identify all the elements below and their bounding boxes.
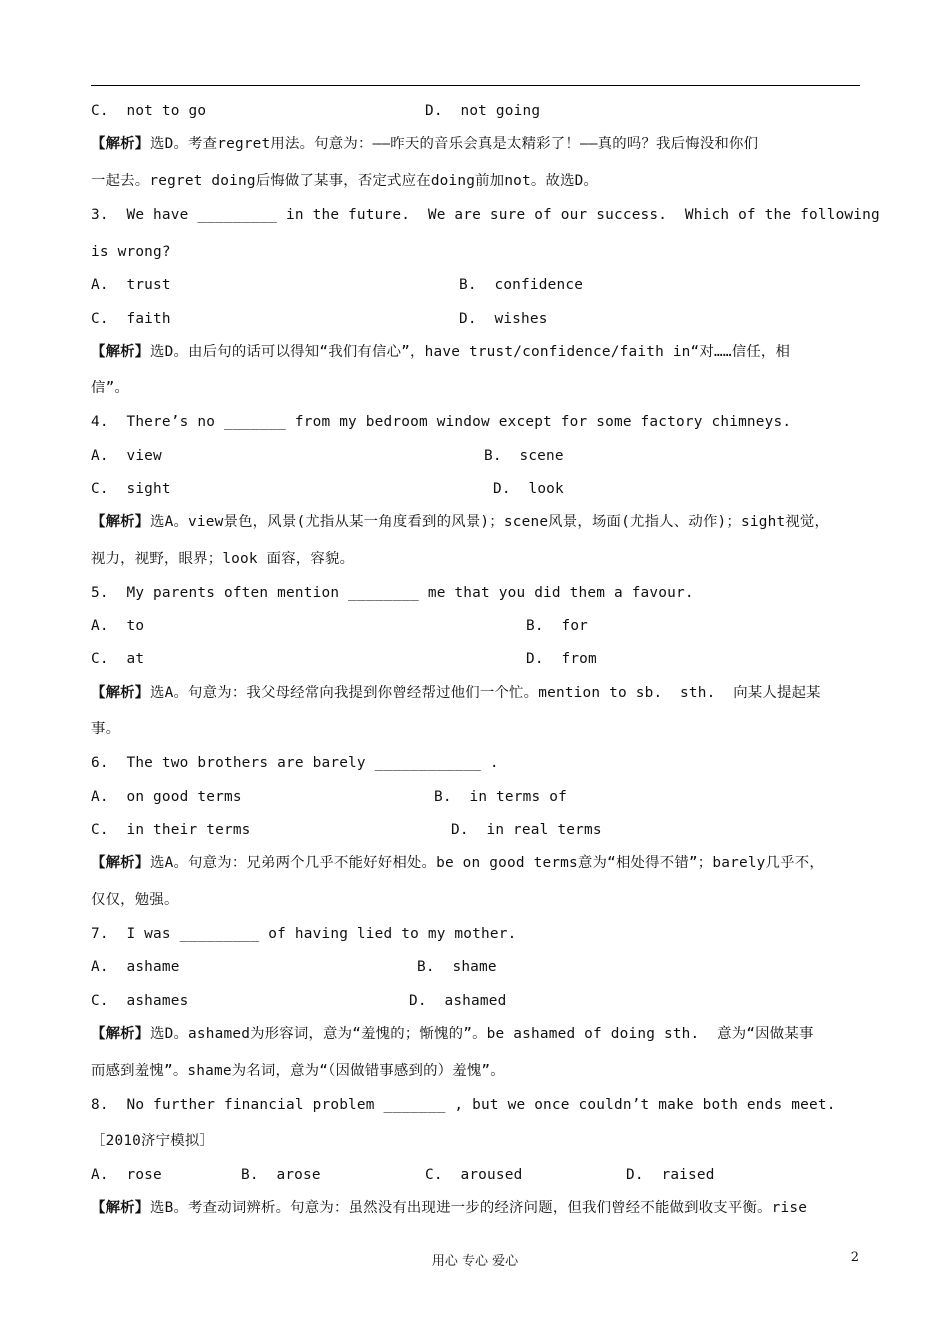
text-line: D. ashamed xyxy=(409,993,507,1009)
text-line: 而感到羞愧”。shame为名词，意为“（因做错事感到的）羞愧”。 xyxy=(91,1063,505,1079)
analysis-label: 【解析】 xyxy=(91,514,150,530)
text-line: 7. I was _________ of having lied to my mother. xyxy=(91,926,517,942)
text-line: 一起去。regret doing后悔做了某事，否定式应在doing前加not。故选D。 xyxy=(91,173,599,189)
analysis-label: 【解析】 xyxy=(91,1200,150,1216)
page-number: 2 xyxy=(850,1250,859,1265)
analysis-label: 【解析】 xyxy=(91,855,150,871)
text-line: D. not going xyxy=(425,103,541,119)
text-line: 4. There’s no _______ from my bedroom window except for some factory chimneys. xyxy=(91,414,792,430)
text-line: 视力，视野，眼界；look 面容，容貌。 xyxy=(91,551,355,567)
text-line: 3. We have _________ in the future. We are sure of our success. Which of the following xyxy=(91,207,880,223)
text-line: 6. The two brothers are barely ____________ . xyxy=(91,755,499,771)
text-line: C. ashames xyxy=(91,993,189,1009)
analysis-label: 【解析】 xyxy=(91,136,150,152)
text-line: ［2010济宁模拟］ xyxy=(91,1133,214,1149)
text-line: D. in real terms xyxy=(451,822,602,838)
text-line: 选D。ashamed为形容词，意为“羞愧的；惭愧的”。be ashamed of doing sth. 意为“因做某事 xyxy=(150,1026,814,1042)
text-line: C. sight xyxy=(91,481,171,497)
text-line: A. ashame xyxy=(91,959,180,975)
footer-slogan: 用心 专心 爱心 xyxy=(431,1254,519,1269)
text-line: 选A。句意为：我父母经常向我提到你曾经帮过他们一个忙。mention to sb. sth. 向某人提起某 xyxy=(150,685,821,701)
text-line: B. confidence xyxy=(459,277,584,293)
text-line: 选B。考查动词辨析。句意为：虽然没有出现进一步的经济问题，但我们曾经不能做到收支平衡。rise xyxy=(150,1200,808,1216)
text-line: B. shame xyxy=(417,959,497,975)
text-line: D. from xyxy=(526,651,597,667)
text-line: D. raised xyxy=(626,1167,715,1183)
text-line: A. trust xyxy=(91,277,171,293)
text-line: D. look xyxy=(493,481,564,497)
text-line: 事。 xyxy=(91,721,121,737)
text-line: 选D。考查regret用法。句意为：——昨天的音乐会真是太精彩了！——真的吗？我后悔没和你们 xyxy=(150,136,759,152)
text-line: C. at xyxy=(91,651,145,667)
text-line: C. aroused xyxy=(425,1167,523,1183)
header-rule xyxy=(91,85,860,86)
text-line: B. in terms of xyxy=(434,789,567,805)
text-line: 5. My parents often mention ________ me that you did them a favour. xyxy=(91,585,694,601)
analysis-label: 【解析】 xyxy=(91,685,150,701)
text-line: is wrong? xyxy=(91,244,171,260)
text-line: A. rose xyxy=(91,1167,162,1183)
text-line: B. arose xyxy=(241,1167,321,1183)
analysis-label: 【解析】 xyxy=(91,1026,150,1042)
text-line: 仅仅，勉强。 xyxy=(91,892,179,908)
text-line: C. faith xyxy=(91,311,171,327)
text-line: 选A。view景色，风景(尤指从某一角度看到的风景)；scene风景，场面(尤指人、动作)；sight视觉， xyxy=(150,514,830,530)
text-line: 选A。句意为：兄弟两个几乎不能好好相处。be on good terms意为“相处得不错”；barely几乎不， xyxy=(150,855,824,871)
text-line: 选D。由后句的话可以得知“我们有信心”，have trust/confidence/faith in“对……信任，相 xyxy=(150,344,791,360)
text-line: B. scene xyxy=(484,448,564,464)
text-line: 8. No further financial problem _______ , but we once couldn’t make both ends meet. xyxy=(91,1097,836,1113)
text-line: B. for xyxy=(526,618,589,634)
text-line: C. in their terms xyxy=(91,822,251,838)
text-line: A. to xyxy=(91,618,145,634)
text-line: D. wishes xyxy=(459,311,548,327)
text-line: 信”。 xyxy=(91,380,130,396)
analysis-label: 【解析】 xyxy=(91,344,150,360)
text-line: A. view xyxy=(91,448,162,464)
text-line: A. on good terms xyxy=(91,789,242,805)
text-line: C. not to go xyxy=(91,103,207,119)
